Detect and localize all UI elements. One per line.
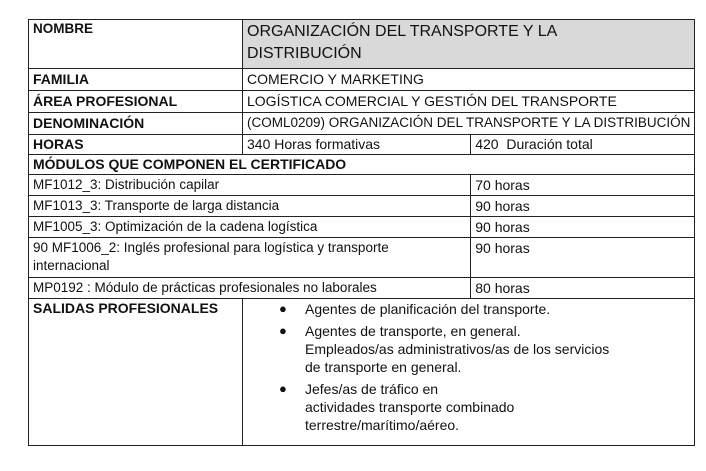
module-name: MP0192 : Módulo de prácticas profesionales no laborales [29, 278, 471, 299]
module-hours: 90 horas [471, 217, 695, 238]
list-item-line: terrestre/marítimo/aéreo. [305, 417, 460, 433]
row-salidas [29, 299, 695, 446]
certificate-table [28, 19, 695, 446]
module-name: MF1012_3: Distribución capilar [29, 175, 471, 196]
module-row [29, 175, 695, 196]
module-name: MF1005_3: Optimización de la cadena logística [29, 217, 471, 238]
horas-formativas: 340 Horas formativas [243, 135, 471, 155]
area-value: LOGÍSTICA COMERCIAL Y GESTIÓN DEL TRANSPORTE [243, 91, 695, 113]
module-hours: 90 horas [471, 238, 695, 278]
module-name-line2: internacional [33, 258, 110, 273]
module-row [29, 217, 695, 238]
salidas-label: SALIDAS PROFESIONALES [29, 299, 243, 446]
familia-value: COMERCIO Y MARKETING [243, 69, 695, 91]
row-modulos-header [29, 155, 695, 175]
denominacion-label: DENOMINACIÓN [29, 113, 243, 135]
list-item-line: Agentes de planificación del transporte. [305, 301, 551, 317]
module-name [29, 238, 471, 278]
modulos-header: MÓDULOS QUE COMPONEN EL CERTIFICADO [29, 155, 695, 175]
list-item [279, 322, 690, 376]
bullet-icon: ● [279, 323, 287, 338]
horas-total: 420 Duración total [471, 135, 695, 155]
module-hours: 70 horas [471, 175, 695, 196]
module-name: MF1013_3: Transporte de larga distancia [29, 196, 471, 217]
list-item-line: Empleados/as administrativos/as de los servicios [305, 341, 610, 357]
nombre-value [243, 20, 695, 69]
module-name-line1: 90 MF1006_2: Inglés profesional para logística y transporte [33, 240, 389, 255]
bullet-icon: ● [279, 381, 287, 396]
list-item-line: actividades transporte combinado [305, 399, 515, 415]
horas-label: HORAS [29, 135, 243, 155]
bullet-icon: ● [279, 301, 287, 316]
row-nombre [29, 20, 695, 69]
salidas-value [243, 299, 695, 446]
list-item [279, 300, 690, 318]
module-hours: 80 horas [471, 278, 695, 299]
nombre-line1: ORGANIZACIÓN DEL TRANSPORTE Y LA [247, 23, 558, 40]
nombre-label: NOMBRE [29, 20, 243, 69]
module-row [29, 278, 695, 299]
row-denominacion [29, 113, 695, 135]
list-item [279, 380, 690, 434]
module-row [29, 196, 695, 217]
row-horas [29, 135, 695, 155]
row-area [29, 91, 695, 113]
list-item-line: de transporte en general. [305, 359, 462, 375]
area-label: ÁREA PROFESIONAL [29, 91, 243, 113]
nombre-line2: DISTRIBUCIÓN [247, 45, 362, 62]
list-item-line: Agentes de transporte, en general. [305, 323, 521, 339]
row-familia [29, 69, 695, 91]
familia-label: FAMILIA [29, 69, 243, 91]
denominacion-value: (COML0209) ORGANIZACIÓN DEL TRANSPORTE Y LA DISTRIBUCIÓN [243, 113, 695, 135]
list-item-line: Jefes/as de tráfico en [305, 381, 439, 397]
module-hours: 90 horas [471, 196, 695, 217]
salidas-list [247, 300, 690, 434]
module-row [29, 238, 695, 278]
